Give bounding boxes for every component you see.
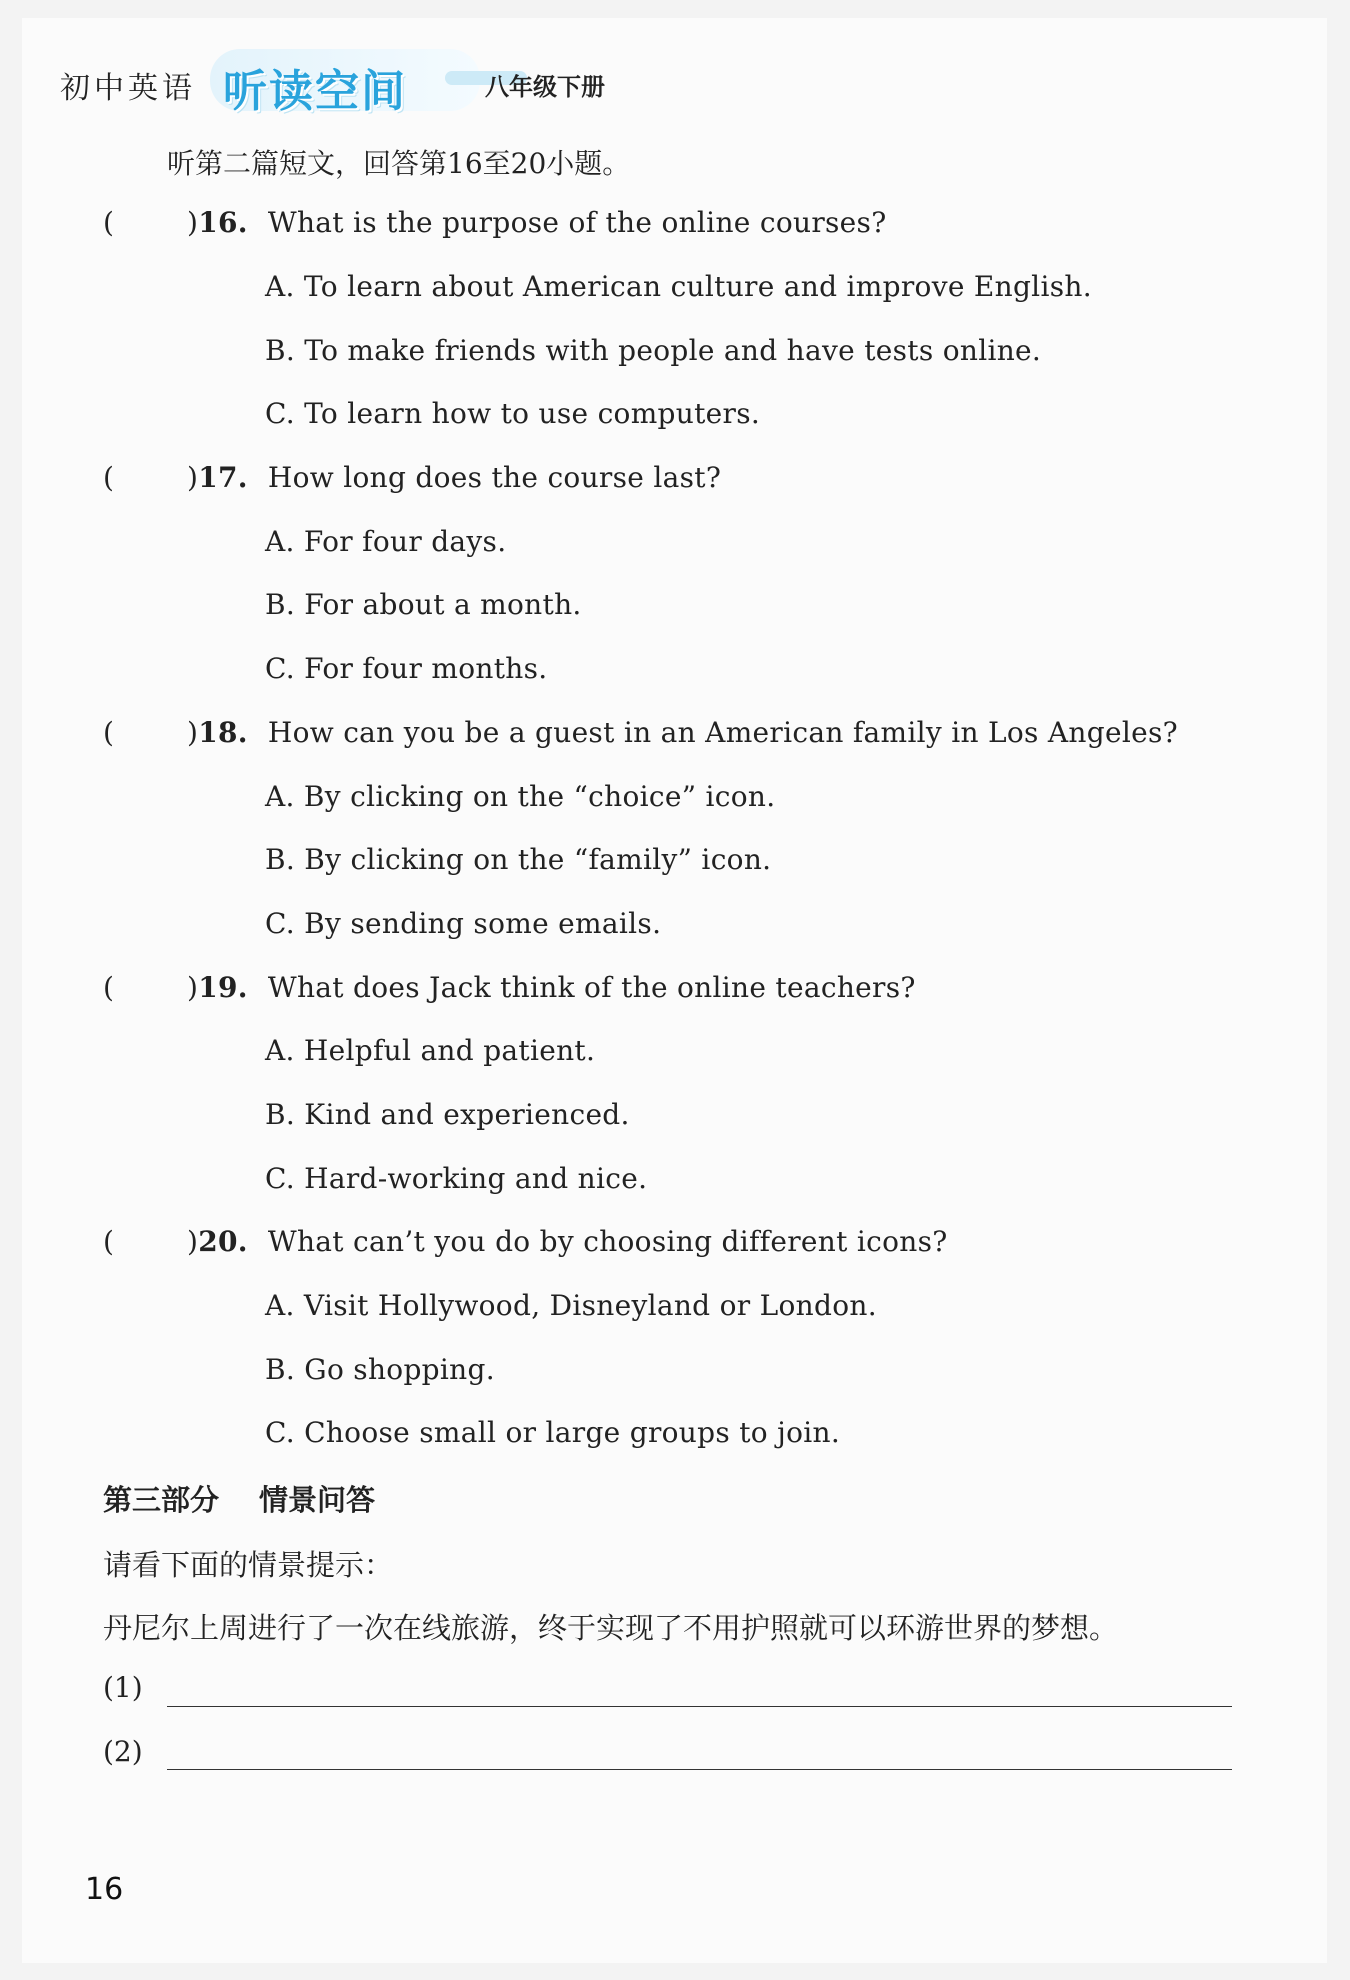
option-20b: B. Go shopping. xyxy=(265,1353,495,1386)
question-18 xyxy=(103,716,1178,749)
question-text: How long does the course last? xyxy=(267,461,722,494)
question-number: 20. xyxy=(198,1225,248,1258)
answer-blank-label-2: (2) xyxy=(103,1735,143,1768)
question-text: What can’t you do by choosing different icons? xyxy=(267,1225,948,1258)
option-20a: A. Visit Hollywood, Disneyland or London. xyxy=(265,1289,877,1322)
option-18c: C. By sending some emails. xyxy=(265,907,662,940)
option-19a: A. Helpful and patient. xyxy=(265,1034,596,1067)
option-16a: A. To learn about American culture and improve English. xyxy=(265,270,1092,303)
section-title: 情景问答 xyxy=(259,1483,376,1517)
scenario-prompt-label: 请看下面的情景提示： xyxy=(103,1548,394,1582)
option-18b: B. By clicking on the “family” icon. xyxy=(265,843,772,876)
listening-instruction: 听第二篇短文，回答第16至20小题。 xyxy=(167,147,631,180)
question-17 xyxy=(103,461,721,494)
option-17c: C. For four months. xyxy=(265,652,548,685)
question-text: How can you be a guest in an American family in Los Angeles? xyxy=(267,716,1178,749)
question-16 xyxy=(103,206,887,239)
answer-paren-close: ) xyxy=(187,1225,199,1258)
answer-paren-open: ( xyxy=(103,1225,115,1258)
option-16c: C. To learn how to use computers. xyxy=(265,397,761,430)
question-number: 18. xyxy=(198,716,248,749)
answer-paren-close: ) xyxy=(187,716,199,749)
scenario-prompt: 丹尼尔上周进行了一次在线旅游，终于实现了不用护照就可以环游世界的梦想。 xyxy=(103,1611,1119,1645)
answer-paren-close: ) xyxy=(187,461,199,494)
question-number: 19. xyxy=(198,971,248,1004)
option-18a: A. By clicking on the “choice” icon. xyxy=(265,780,776,813)
question-text: What does Jack think of the online teachers? xyxy=(267,971,916,1004)
question-number: 17. xyxy=(198,461,248,494)
question-19 xyxy=(103,971,916,1004)
question-20 xyxy=(103,1225,948,1258)
answer-paren-open: ( xyxy=(103,971,115,1004)
answer-paren-open: ( xyxy=(103,461,115,494)
section-heading xyxy=(103,1478,375,1519)
grade-label: 八年级下册 xyxy=(485,73,605,101)
series-logo: 听读空间 xyxy=(223,66,407,117)
option-19b: B. Kind and experienced. xyxy=(265,1098,630,1131)
page-number: 16 xyxy=(85,1872,124,1907)
section-part-label: 第三部分 xyxy=(103,1483,220,1517)
question-text: What is the purpose of the online courses? xyxy=(267,206,887,239)
option-16b: B. To make friends with people and have tests online. xyxy=(265,334,1042,367)
answer-paren-close: ) xyxy=(187,206,199,239)
answer-blank-line-2[interactable] xyxy=(167,1769,1232,1770)
option-17a: A. For four days. xyxy=(265,525,507,558)
answer-paren-close: ) xyxy=(187,971,199,1004)
book-title: 初中英语 xyxy=(60,71,196,106)
option-20c: C. Choose small or large groups to join. xyxy=(265,1416,841,1449)
question-number: 16. xyxy=(198,206,248,239)
answer-paren-open: ( xyxy=(103,716,115,749)
answer-blank-label-1: (1) xyxy=(103,1671,143,1704)
answer-blank-line-1[interactable] xyxy=(167,1706,1232,1707)
answer-paren-open: ( xyxy=(103,206,115,239)
option-17b: B. For about a month. xyxy=(265,588,582,621)
option-19c: C. Hard-working and nice. xyxy=(265,1162,648,1195)
